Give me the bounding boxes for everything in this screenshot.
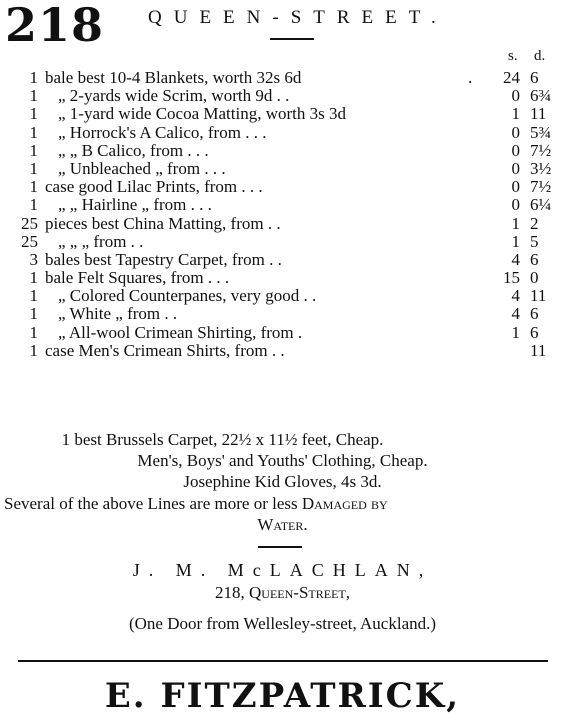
damaged-prefix: Several of the above Lines are more or less — [4, 494, 298, 513]
item-qty: 1 — [29, 68, 38, 87]
item-shillings: 1 — [511, 322, 520, 342]
item-pence: 6¾ — [530, 86, 552, 106]
advert-header — [5, 0, 561, 60]
item-qty: 25 — [21, 231, 38, 251]
item-pence: 0 — [530, 268, 539, 288]
item-description: „ 1-yard wide Cocoa Matting, worth 3s 3d — [58, 104, 346, 124]
item-pence: 6 — [530, 249, 539, 269]
gloves-line: Josephine Kid Gloves, 4s 3d. — [183, 472, 382, 491]
item-qty: 1 — [29, 158, 38, 178]
item-row — [0, 287, 565, 305]
item-qty: 1 — [29, 286, 38, 306]
merchant-address: 218, Queen-Street, — [215, 583, 350, 602]
header-rule — [270, 38, 314, 40]
item-description: „ Horrock's A Calico, from . . . — [58, 122, 267, 142]
item-shillings: 4 — [511, 286, 520, 306]
item-qty: 1 — [29, 86, 38, 106]
price-list — [0, 69, 565, 360]
item-description: „ White „ from . . — [58, 304, 178, 324]
item-description: „ All-wool Crimean Shirting, from . — [58, 322, 303, 342]
item-pence: 11 — [530, 340, 547, 360]
item-row — [0, 142, 565, 160]
item-row — [0, 69, 565, 87]
item-qty: 3 — [29, 249, 38, 269]
item-row — [0, 324, 565, 342]
merchant-location: (One Door from Wellesley-street, Auckland.) — [128, 614, 437, 633]
item-description: bale best 10-4 Blankets, worth 32s 6d — [45, 68, 302, 87]
item-pence: 6 — [530, 68, 539, 87]
item-row — [0, 342, 565, 360]
carpet-line: 1 best Brussels Carpet, 22½ x 11½ feet, Cheap. — [61, 430, 384, 449]
item-description: pieces best China Matting, from . . — [45, 213, 281, 233]
damaged-line — [4, 494, 565, 514]
item-pence: 7½ — [530, 177, 552, 197]
item-qty: 1 — [29, 268, 38, 288]
item-qty: 1 — [29, 122, 38, 142]
item-shillings: 0 — [511, 140, 520, 160]
item-shillings: 1 — [511, 213, 520, 233]
damaged-emphasis: Damaged by — [301, 494, 388, 513]
item-row — [0, 105, 565, 123]
item-qty: 1 — [29, 340, 38, 360]
item-shillings: 0 — [511, 122, 520, 142]
item-row — [0, 196, 565, 214]
col-pence: d. — [534, 48, 546, 64]
item-pence: 11 — [530, 286, 547, 306]
item-pence: 11 — [530, 104, 547, 124]
item-pence: 5 — [530, 231, 539, 251]
street-number: 218 — [5, 0, 105, 52]
item-row — [0, 124, 565, 142]
item-row — [0, 87, 565, 105]
item-description: case Men's Crimean Shirts, from . . — [45, 340, 285, 360]
item-description: „ „ Hairline „ from . . . — [58, 195, 212, 215]
advert-divider — [18, 660, 548, 662]
item-qty: 1 — [29, 177, 38, 197]
item-shillings: 0 — [511, 177, 520, 197]
item-row — [0, 178, 565, 196]
item-shillings: 15 — [503, 268, 520, 288]
item-row — [0, 269, 565, 287]
item-qty: 25 — [21, 213, 38, 233]
item-qty: 1 — [29, 304, 38, 324]
item-row — [0, 160, 565, 178]
item-description: „ „ „ from . . — [58, 231, 144, 251]
item-qty: 1 — [29, 195, 38, 215]
item-qty: 1 — [29, 322, 38, 342]
item-description: „ Unbleached „ from . . . — [58, 158, 226, 178]
clothing-line: Men's, Boys' and Youths' Clothing, Cheap. — [137, 451, 428, 470]
leader-dot: . — [468, 68, 473, 87]
item-pence: 6 — [530, 304, 539, 324]
item-description: bales best Tapestry Carpet, from . . — [45, 249, 282, 269]
item-description: case good Lilac Prints, from . . . — [45, 177, 263, 197]
item-shillings: 0 — [511, 195, 520, 215]
col-shillings: s. — [508, 48, 518, 64]
item-description: „ Colored Counterpanes, very good . . — [58, 286, 317, 306]
item-pence: 6 — [530, 322, 539, 342]
item-row — [0, 305, 565, 323]
signature-rule — [258, 546, 302, 548]
item-pence: 3½ — [530, 158, 552, 178]
item-shillings: 0 — [511, 86, 520, 106]
item-qty: 1 — [29, 104, 38, 124]
item-row — [0, 233, 565, 251]
item-row — [0, 215, 565, 233]
item-shillings: 4 — [511, 304, 520, 324]
merchant-name: J. M. McLACHLAN, — [132, 560, 433, 580]
item-description: bale Felt Squares, from . . . — [45, 268, 230, 288]
item-pence: 5¾ — [530, 122, 552, 142]
item-pence: 7½ — [530, 140, 552, 160]
item-shillings: 4 — [511, 249, 520, 269]
item-pence: 6¼ — [530, 195, 552, 215]
next-advert-name: E. FITZPATRICK, — [104, 676, 461, 716]
item-shillings: 0 — [511, 158, 520, 178]
street-name: QUEEN-STREET. — [148, 7, 448, 28]
item-shillings: 1 — [511, 104, 520, 124]
item-shillings: 1 — [511, 231, 520, 251]
water-line: Water. — [257, 515, 308, 534]
item-pence: 2 — [530, 213, 539, 233]
item-shillings: 24 — [503, 68, 520, 87]
item-description: „ „ B Calico, from . . . — [58, 140, 209, 160]
item-qty: 1 — [29, 140, 38, 160]
item-row — [0, 251, 565, 269]
item-description: „ 2-yards wide Scrim, worth 9d . . — [58, 86, 290, 106]
